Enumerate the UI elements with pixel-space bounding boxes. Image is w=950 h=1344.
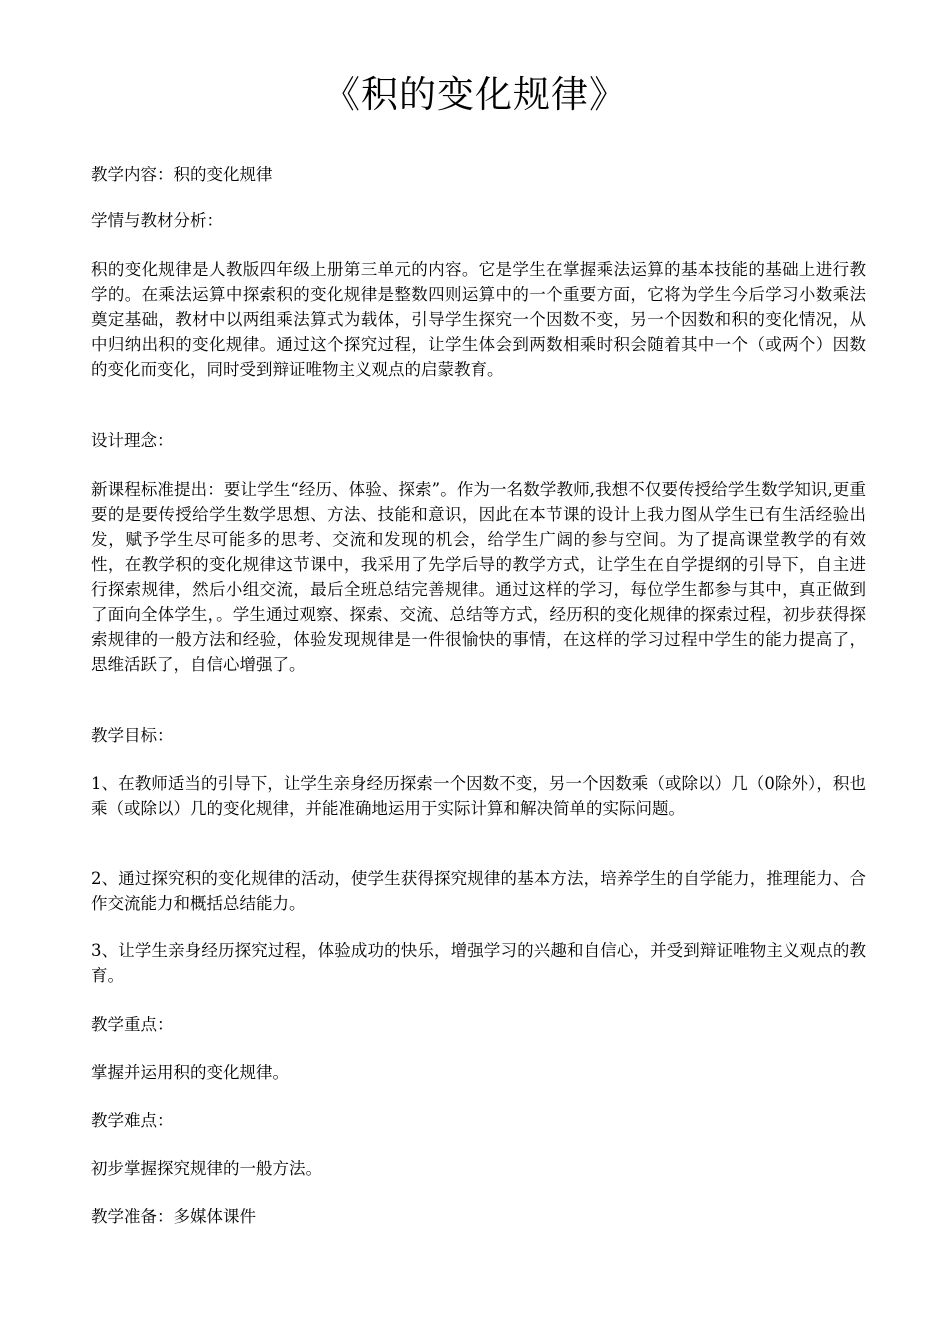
design-concept-heading: 设计理念： [91, 431, 174, 450]
analysis-paragraph: 积的变化规律是人教版四年级上册第三单元的内容。它是学生在掌握乘法运算的基本技能的基础上进行教学的。在乘法运算中探索积的变化规律是整数四则运算中的一个重要方面，它将为学生今后学习小数乘法奠定基础，教材中以两组乘法算式为载体，引导学生探究一个因数不变，另一个因数和积的变化情况，从中归纳出积的变化规律。通过这个探究过程，让学生体会到两数相乘时积会随着其中一个（或两个）因数的变化而变化，同时受到辩证唯物主义观点的启蒙教育。 [91, 260, 866, 379]
key-points-text: 掌握并运用积的变化规律。 [91, 1063, 289, 1082]
teaching-goal-3: 3、让学生亲身经历探究过程，体验成功的快乐，增强学习的兴趣和自信心，并受到辩证唯物主义观点的教育。 [91, 941, 866, 985]
analysis-heading: 学情与教材分析： [91, 211, 223, 230]
teaching-goal-2: 2、通过探究积的变化规律的活动，使学生获得探究规律的基本方法，培养学生的自学能力，推理能力、合作交流能力和概括总结能力。 [91, 869, 866, 913]
design-concept-paragraph: 新课程标准提出：要让学生“经历、体验、探索”。作为一名数学教师,我想不仅要传授给学生数学知识,更重要的是要传授给学生数学思想、方法、技能和意识，因此在本节课的设计上我力图从学生已有生活经验出发，赋予学生尽可能多的思考、交流和发现的机会，给学生广阔的参与空间。为了提高课堂教学的有效性，在教学积的变化规律这节课中，我采用了先学后导的教学方式，让学生在自学提纲的引导下，自主进行探索规律，然后小组交流，最后全班总结完善规律。通过这样的学习，每位学生都参与其中，真正做到了面向全体学生，。学生通过观察、探索、交流、总结等方式，经历积的变化规律的探索过程，初步获得探索规律的一般方法和经验，体验发现规律是一件很愉快的事情，在这样的学习过程中学生的能力提高了，思维活跃了，自信心增强了。 [91, 480, 866, 674]
difficulties-text: 初步掌握探究规律的一般方法。 [91, 1159, 322, 1178]
difficulties-heading: 教学难点： [91, 1111, 174, 1130]
document-title: 《积的变化规律》 [323, 73, 627, 116]
teaching-goals-heading: 教学目标： [91, 726, 174, 745]
teaching-content-line: 教学内容：积的变化规律 [91, 165, 273, 184]
key-points-heading: 教学重点： [91, 1015, 174, 1034]
preparation-line: 教学准备：多媒体课件 [91, 1207, 256, 1226]
teaching-goal-1: 1、在教师适当的引导下，让学生亲身经历探索一个因数不变，另一个因数乘（或除以）几（0除外），积也乘（或除以）几的变化规律，并能准确地运用于实际计算和解决简单的实际问题。 [91, 774, 866, 818]
